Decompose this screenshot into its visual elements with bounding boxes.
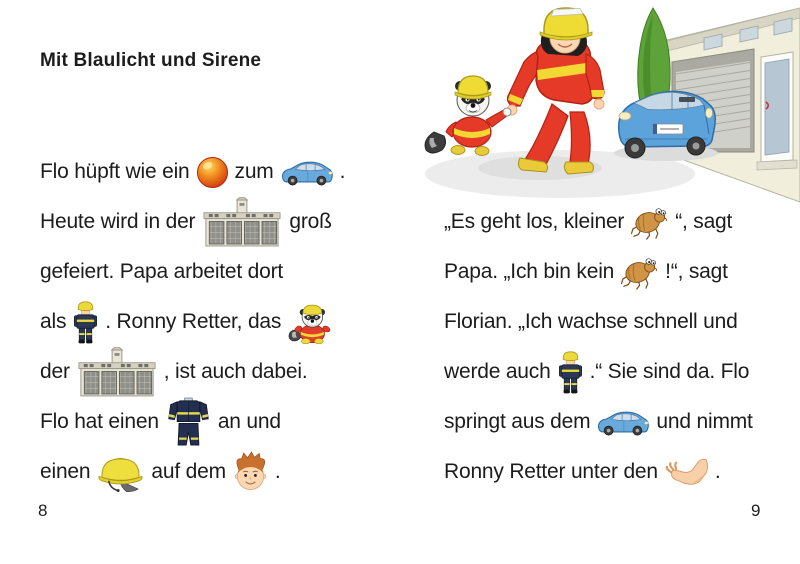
text-run: “, sagt	[675, 210, 733, 233]
flea-icon	[630, 205, 669, 240]
text-run: auf dem	[151, 460, 226, 483]
text-run: und nimmt	[656, 410, 753, 433]
text-line	[444, 247, 728, 297]
text-run: groß	[289, 210, 332, 233]
illustration-building	[663, 8, 800, 202]
text-run: Flo hat einen	[40, 410, 159, 433]
page-number-left: 8	[38, 501, 48, 520]
text-run: gefeiert. Papa arbeitet dort	[40, 260, 284, 283]
text-line	[40, 247, 283, 297]
text-run: .“ Sie sind da. Flo	[589, 360, 750, 383]
illustration	[420, 0, 800, 212]
illustration-tree	[638, 8, 670, 154]
page-title: Mit Blaulicht und Sirene	[40, 50, 262, 71]
text-run: .	[714, 460, 721, 483]
text-run: . Ronny Retter, das	[105, 310, 282, 333]
text-run: Papa. „Ich bin kein	[444, 260, 615, 283]
arm-icon	[664, 457, 709, 487]
text-run: der	[40, 360, 70, 383]
illustration-car	[619, 91, 716, 158]
illustration-ground-shadow	[425, 145, 718, 198]
car-icon	[280, 159, 334, 186]
fire-station-icon	[76, 347, 158, 398]
text-run: .	[339, 160, 346, 183]
text-line	[444, 397, 753, 447]
fire-station-icon	[201, 197, 283, 248]
text-run: einen	[40, 460, 91, 483]
fire-suit-icon	[165, 396, 212, 449]
text-run: Florian. „Ich wachse schnell und	[444, 310, 738, 333]
text-line	[40, 197, 332, 247]
text-run: werde auch	[444, 360, 551, 383]
text-run: .	[274, 460, 281, 483]
text-line	[40, 397, 281, 447]
car-icon	[596, 409, 650, 436]
raccoon-icon	[287, 301, 334, 344]
text-run: Heute wird in der	[40, 210, 196, 233]
boy-head-icon	[232, 450, 269, 495]
page-number-right: 9	[751, 501, 761, 520]
ball-icon	[196, 156, 229, 189]
text-line	[444, 197, 732, 247]
illustration-firefighter-kid	[507, 8, 604, 174]
text-run: an und	[217, 410, 281, 433]
text-line	[444, 347, 749, 397]
text-run: Ronny Retter unter den	[444, 460, 658, 483]
text-run: , ist auch dabei.	[163, 360, 308, 383]
text-line	[40, 347, 307, 397]
text-line	[444, 447, 721, 497]
fire-helmet-icon	[96, 453, 145, 492]
firefighter-icon	[72, 300, 99, 345]
illustration-raccoon	[425, 76, 511, 156]
text-run: springt aus dem	[444, 410, 591, 433]
flea-icon	[620, 255, 659, 290]
text-run: als	[40, 310, 67, 333]
text-run: „Es geht los, kleiner	[444, 210, 625, 233]
text-run: !“, sagt	[665, 260, 728, 283]
text-line	[40, 297, 340, 347]
text-run: zum	[234, 160, 274, 183]
text-line	[444, 297, 738, 347]
text-line	[40, 447, 281, 497]
firefighter-icon	[557, 350, 584, 395]
text-line	[40, 147, 345, 197]
text-run: Flo hüpft wie ein	[40, 160, 190, 183]
